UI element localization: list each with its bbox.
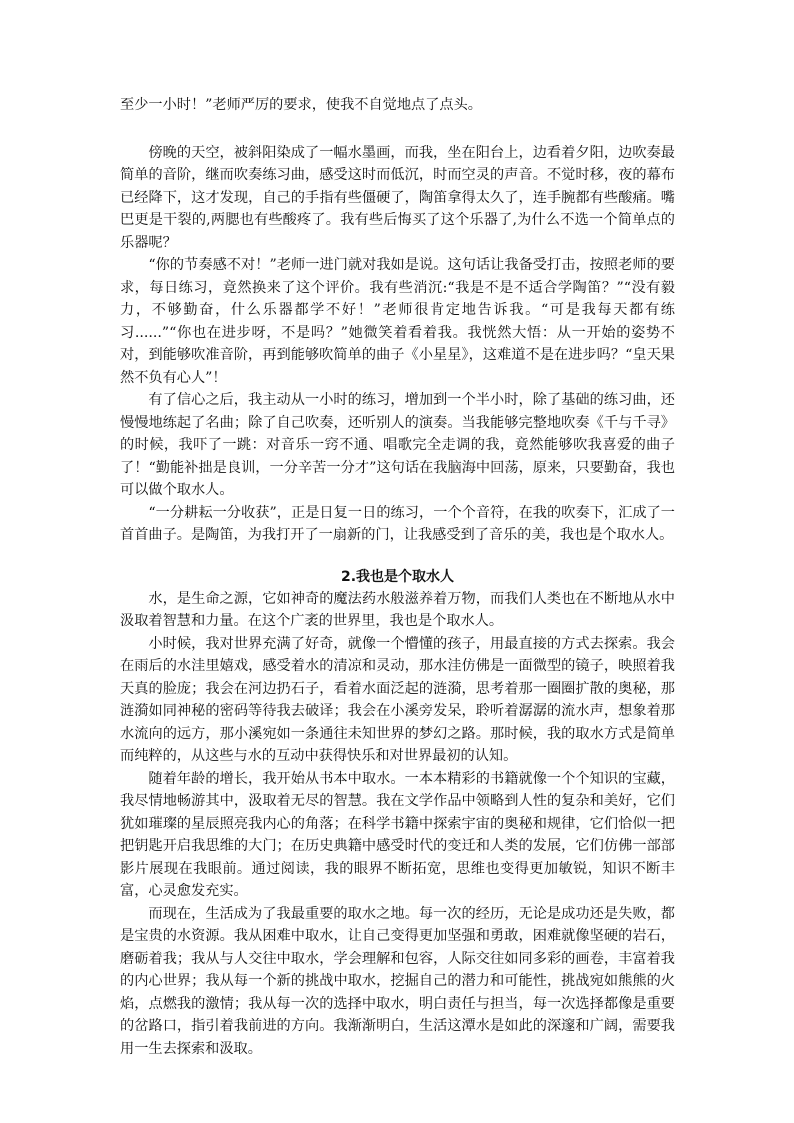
spacer xyxy=(120,117,675,142)
section1-continuation: 至少一小时！”老师严厉的要求，使我不自觉地点了点头。 xyxy=(120,97,482,113)
section2-paragraph-1: 水，是生命之源，它如神奇的魔法药水般滋养着万物，而我们人类也在不断地从水中汲取着智慧和力量。在这个广袤的世界里，我也是个取水人。 xyxy=(120,590,675,629)
section1-paragraph-2: “你的节奏感不对！”老师一进门就对我如是说。这句话让我备受打击，按照老师的要求，每日练习，竟然换来了这个评价。我有些消沉:“我是不是不适合学陶笛？”“没有毅力，不够勤奋，什么乐器都学不好！”老师很肯定地告诉我。“可是我每天都有练习......”“你也在进步呀，不是吗？”她微笑着看着我。我恍然大悟：从一开始的姿势不对，到能够吹准音阶，再到能够吹简单的曲子《小星星》，这难道不是在进步吗？“皇天果然不负有心人”！ xyxy=(120,257,675,386)
section1-paragraph-1: 傍晚的天空，被斜阳染成了一幅水墨画，而我，坐在阳台上，边看着夕阳，边吹奏最简单的音阶，继而吹奏练习曲，感受这时而低沉，时而空灵的声音。不觉时移，夜的幕布已经降下，这才发现，自己的手指有些僵硬了，陶笛拿得太久了，连手腕都有些酸痛。嘴巴更是干裂的,两腮也有些酸疼了。我有些后悔买了这个乐器了,为什么不选一个简单点的乐器呢？ xyxy=(120,144,675,251)
section1-paragraph-3: 有了信心之后，我主动从一小时的练习，增加到一个半小时，除了基础的练习曲，还慢慢地练起了名曲；除了自己吹奏，还听别人的演奏。当我能够完整地吹奏《千与千寻》的时候，我吓了一跳：对音乐一窍不通、唱歌完全走调的我，竟然能够吹我喜爱的曲子了！“勤能补拙是良训，一分辛苦一分才”这句话在我脑海中回荡，原来，只要勤奋，我也可以做个取水人。 xyxy=(120,392,675,498)
section2-paragraph-3: 随着年龄的增长，我开始从书本中取水。一本本精彩的书籍就像一个个知识的宝藏，我尽情地畅游其中，汲取着无尽的智慧。我在文学作品中领略到人性的复杂和美好，它们犹如璀璨的星辰照亮我内心的角落；在科学书籍中探索宇宙的奥秘和规律，它们恰似一把把钥匙开启我思维的大门；在历史典籍中感受时代的变迁和人类的发展，它们仿佛一部部影片展现在我眼前。通过阅读，我的眼界不断拓宽，思维也变得更加敏锐，知识不断丰富，心灵愈发充实。 xyxy=(120,770,675,899)
section2-paragraph-4: 而现在，生活成为了我最重要的取水之地。每一次的经历，无论是成功还是失败，都是宝贵的水资源。我从困难中取水，让自己变得更加坚强和勇敢，困难就像坚硬的岩石，磨砺着我；我从与人交往中取水，学会理解和包容，人际交往如同多彩的画卷，丰富着我的内心世界；我从每一个新的挑战中取水，挖掘自己的潜力和可能性，挑战宛如熊熊的火焰，点燃我的激情；我从每一次的选择中取水，明白责任与担当，每一次选择都像是重要的岔路口，指引着我前进的方向。我渐渐明白，生活这潭水是如此的深邃和广阔，需要我用一生去探索和汲取。 xyxy=(120,905,675,1057)
section2-paragraph-2: 小时候，我对世界充满了好奇，就像一个懵懂的孩子，用最直接的方式去探索。我会在雨后的水洼里嬉戏，感受着水的清凉和灵动，那水洼仿佛是一面微型的镜子，映照着我天真的脸庞；我会在河边扔石子，看着水面泛起的涟漪，思考着那一圈圈扩散的奥秘，那涟漪如同神秘的密码等待我去破译；我会在小溪旁发呆，聆听着潺潺的流水声，想象着那水流向的远方，那小溪宛如一条通往未知世界的梦幻之路。那时候，我的取水方式是简单而纯粹的，从这些与水的互动中获得快乐和对世界最初的认知。 xyxy=(120,635,675,764)
spacer xyxy=(120,547,675,566)
section2-title: 2.我也是个取水人 xyxy=(340,568,455,585)
section1-paragraph-4: “一分耕耘一分收获”，正是日复一日的练习，一个个音符，在我的吹奏下，汇成了一首首曲子。是陶笛，为我打开了一扇新的门，让我感受到了音乐的美，我也是个取水人。 xyxy=(120,504,675,543)
document-page xyxy=(120,94,675,1060)
